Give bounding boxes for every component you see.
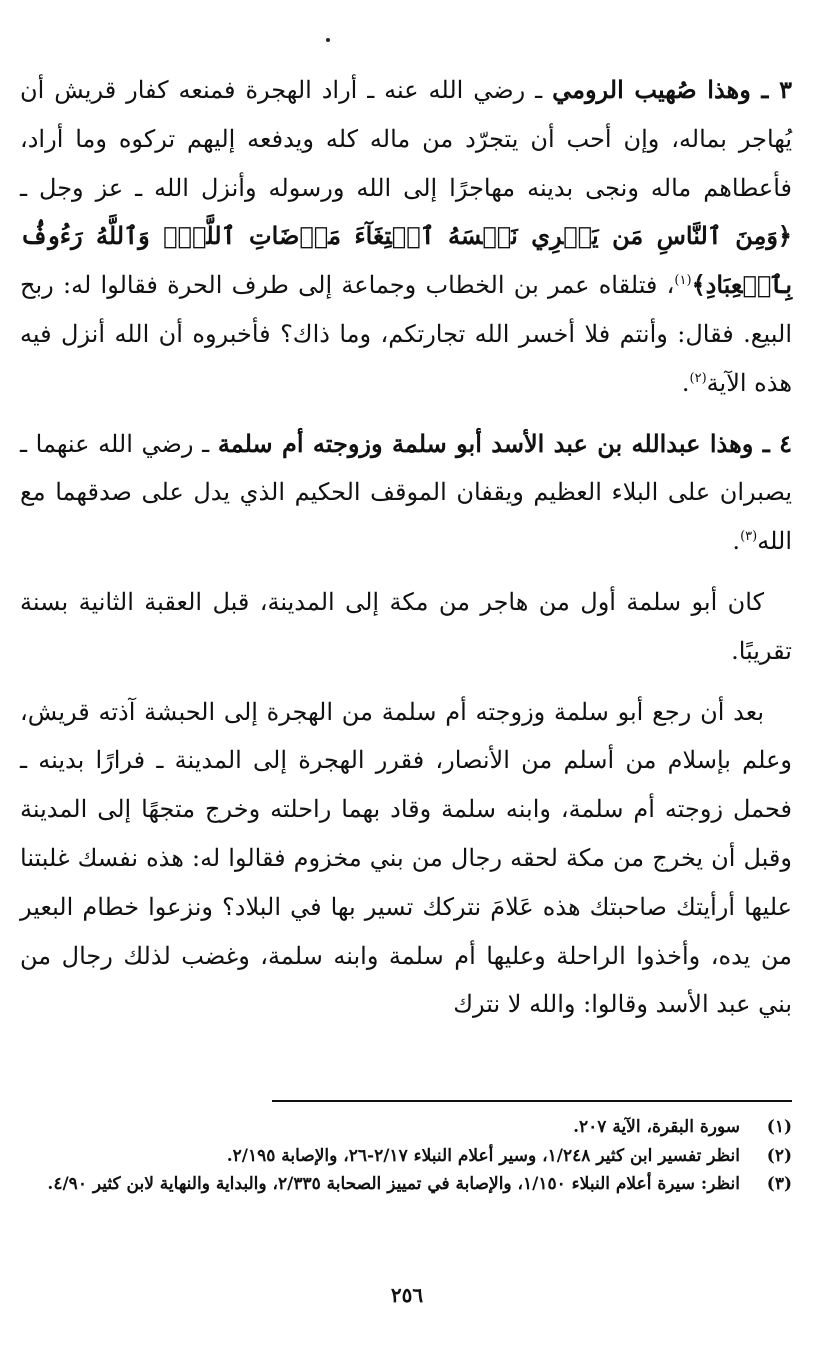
footnote-ref-2: (٢) bbox=[689, 370, 707, 386]
quran-verse: ﴿وَمِنَ ٱلنَّاسِ مَن يَشۡرِي نَفۡسَهُ ٱبۡتِغَآءَ مَرۡضَاتِ ٱللَّهِۗ وَٱللَّهُ رَءُوفُۢ بِٱلۡعِبَادِ﴾ bbox=[20, 221, 792, 300]
footnote-item bbox=[20, 1170, 792, 1199]
footnote-text: انظر تفسير ابن كثير ١/٢٤٨، وسير أعلام النبلاء ٢/١٧-٢٦، والإصابة ٢/١٩٥. bbox=[226, 1145, 740, 1166]
footnote-ref-3: (٣) bbox=[740, 529, 758, 545]
paragraph-end: . bbox=[681, 368, 690, 397]
paragraph-text: ـ رضي الله عنه ـ أراد الهجرة فمنعه كفار قريش أن يُهاجر بماله، وإن أحب أن يتجرّد من ماله كله ويدفعه إليهم تركوه وما أراد، فأعطاهم ماله ونجى بدينه مهاجرًا إلى الله ورسوله وأنزل الله ـ عز وجل ـ bbox=[20, 76, 792, 202]
paragraph-end: . bbox=[732, 527, 741, 556]
footnote-number: (٣) bbox=[766, 1174, 792, 1194]
footnote-text: انظر: سيرة أعلام النبلاء ١/١٥٠، والإصابة في تمييز الصحابة ٢/٣٣٥، والبداية والنهاية لابن كثير ٤/٩٠. bbox=[47, 1174, 740, 1194]
paragraph-lead: ٣ ـ وهذا صُهيب الرومي bbox=[552, 75, 792, 104]
footnote-ref-1: (١) bbox=[674, 273, 692, 289]
footnote-item bbox=[20, 1142, 792, 1171]
footnote-number: (٢) bbox=[766, 1145, 792, 1166]
footnote-item bbox=[20, 1113, 792, 1142]
paragraph-text-continued: ، فتلقاه عمر بن الخطاب وجماعة إلى طرف الحرة فقالوا له: ربح البيع. فقال: وأنتم فلا أخسر الله تجارتكم، وما ذاك؟ فأخبروه أن الله أنزل فيه هذه الآية bbox=[20, 271, 792, 397]
paragraph-first-migrant: كان أبو سلمة أول من هاجر من مكة إلى المدينة، قبل العقبة الثانية بسنة تقريبًا. bbox=[20, 587, 792, 665]
page-top-mark bbox=[326, 38, 330, 42]
footnote-text: سورة البقرة، الآية ٢٠٧. bbox=[573, 1117, 740, 1137]
footnote-divider bbox=[272, 1100, 792, 1102]
paragraph-text: ـ رضي الله عنهما ـ يصبران على البلاء العظيم ويقفان الموقف الحكيم الذي يدل على صدقهما مع الله bbox=[20, 429, 793, 556]
footnotes bbox=[20, 1113, 792, 1199]
page-number: ٢٥٦ bbox=[390, 1283, 424, 1307]
paragraph-suhaib bbox=[20, 66, 792, 408]
paragraph-migration-story: بعد أن رجع أبو سلمة وزوجته أم سلمة من الهجرة إلى الحبشة آذته قريش، وعلم بإسلام من أسلم من الأنصار، فقرر الهجرة إلى المدينة ـ فرارًا بدينه ـ فحمل زوجته أم سلمة، وابنه سلمة وقاد بهما راحلته وخرج متجهًا إلى المدينة وقبل أن يخرج من مكة لحقه رجال من بني مخزوم فقالوا له: هذه نفسك غلبتنا عليها أرأيتك صاحبتك هذه عَلامَ نتركك تسير بها في البلاد؟ ونزعوا خطام البعير من يده، وأخذوا الراحلة وعليها أم سلمة وابنه سلمة، وغضب لذلك رجال من بني عبد الأسد وقالوا: والله لا نترك bbox=[20, 697, 792, 1019]
main-text bbox=[20, 66, 792, 1029]
paragraph-lead: ٤ ـ وهذا عبدالله بن عبد الأسد أبو سلمة وزوجته أم سلمة bbox=[217, 428, 792, 458]
paragraph-abu-salama bbox=[20, 420, 792, 566]
footnote-number: (١) bbox=[766, 1117, 792, 1137]
